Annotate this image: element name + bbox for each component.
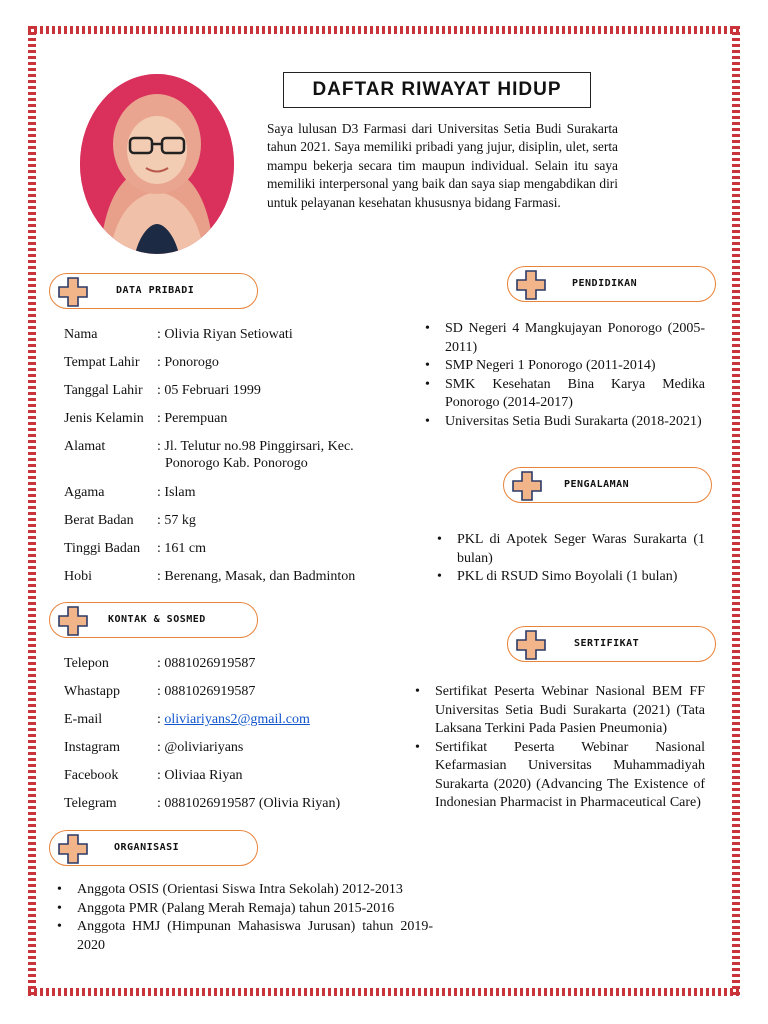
page-border-top [28,26,740,34]
page-border-bottom [28,988,740,996]
info-row [64,383,394,411]
info-value: : Perempuan [157,411,228,426]
info-value: : Ponorogo [157,355,219,370]
email-link[interactable]: oliviariyans2@gmail.com [164,712,310,727]
section-label: SERTIFIKAT [574,638,640,649]
contact-label: Telepon [64,656,109,671]
list-item: • Sertifikat Peserta Webinar Nasional Kefarmasian Universitas Muhammadiyah Surakarta (2020) (Advancing The Existence of Indonesian Pharmacist in Pharmaceutical Care) [407,739,705,813]
contact-label: Whastapp [64,684,120,699]
plus-icon [512,471,542,501]
contact-row [64,684,394,712]
info-label: Alamat [64,439,106,454]
plus-icon [58,277,88,307]
info-row [64,355,394,383]
info-row [64,541,394,569]
contact-row [64,740,394,768]
intro-paragraph: Saya lulusan D3 Farmasi dari Universitas Setia Budi Surakarta tahun 2021. Saya memiliki pribadi yang jujur, disiplin, ulet, serta mampu bekerja secara tim maupun individual. Selain itu saya memiliki interpersonal yang baik dan saya siap mengabdikan diri untuk pelayanan kesehatan khususnya bidang Farmasi. [267,121,618,210]
contact-label: Telegram [64,796,117,811]
info-row [64,569,394,597]
page-border-right [732,26,740,996]
section-label: ORGANISASI [114,842,180,853]
contact-colon: : [157,712,165,727]
list-item: • Universitas Setia Budi Surakarta (2018-2021) [417,413,705,432]
contact-label: E-mail [64,712,103,727]
info-row [64,485,394,513]
info-value: : 161 cm [157,541,206,556]
section-kontak [49,602,258,638]
info-label: Jenis Kelamin [64,411,144,426]
contact-value [157,712,394,740]
info-label: Agama [64,485,105,500]
contact-label: Facebook [64,768,119,783]
list-item: • SD Negeri 4 Mangkujayan Ponorogo (2005-2011) [417,320,705,357]
address-line-2: Ponorogo Kab. Ponorogo [165,456,308,471]
list-item: • Anggota PMR (Palang Merah Remaja) tahun 2015-2016 [49,900,433,919]
section-sertifikat [507,626,716,662]
list-item: • PKL di RSUD Simo Boyolali (1 bulan) [429,568,705,587]
profile-photo [80,74,234,254]
personal-info-table [64,327,394,597]
contact-row [64,712,394,740]
section-pengalaman [503,467,712,503]
plus-icon [58,606,88,636]
list-item: • Sertifikat Peserta Webinar Nasional BEM FF Universitas Setia Budi Surakarta (2021) (Tata Laksana Terkini Pada Pasien Pneumonia) [407,683,705,739]
info-value: : Islam [157,485,196,500]
experience-list [429,531,705,587]
info-value: : Berenang, Masak, dan Badminton [157,569,356,584]
info-label: Hobi [64,569,92,584]
contact-row [64,656,394,684]
info-row [64,439,394,485]
section-pendidikan [507,266,716,302]
education-list [417,320,705,431]
info-row [64,327,394,355]
info-row [64,513,394,541]
page-border-left [28,26,36,996]
contact-value: : 0881026919587 [157,656,256,671]
contact-row [64,796,394,824]
section-data-pribadi [49,273,258,309]
contact-row [64,768,394,796]
info-row [64,411,394,439]
plus-icon [516,630,546,660]
list-item: • Anggota OSIS (Orientasi Siswa Intra Sekolah) 2012-2013 [49,881,433,900]
section-organisasi [49,830,258,866]
section-label: PENGALAMAN [564,479,630,490]
contact-table [64,656,394,824]
contact-value: : 0881026919587 (Olivia Riyan) [157,796,341,811]
list-item: • SMP Negeri 1 Ponorogo (2011-2014) [417,357,705,376]
plus-icon [58,834,88,864]
info-value [157,439,394,485]
info-label: Tinggi Badan [64,541,141,556]
contact-value: : 0881026919587 [157,684,256,699]
info-value: : Olivia Riyan Setiowati [157,327,293,342]
list-item: • PKL di Apotek Seger Waras Surakarta (1 bulan) [429,531,705,568]
info-label: Berat Badan [64,513,134,528]
certificate-list [407,683,705,813]
info-value: : 57 kg [157,513,196,528]
info-label: Tempat Lahir [64,355,140,370]
plus-icon [516,270,546,300]
info-label: Nama [64,327,98,342]
list-item: • SMK Kesehatan Bina Karya Medika Ponorogo (2014-2017) [417,376,705,413]
section-label: PENDIDIKAN [572,278,638,289]
contact-label: Instagram [64,740,120,755]
page-title: DAFTAR RIWAYAT HIDUP [283,72,591,108]
section-label: DATA PRIBADI [116,285,195,296]
info-value: : 05 Februari 1999 [157,383,261,398]
list-item: • Anggota HMJ (Himpunan Mahasiswa Jurusan) tahun 2019-2020 [49,918,433,955]
organization-list [49,881,433,955]
contact-value: : Oliviaa Riyan [157,768,243,783]
section-label: KONTAK & SOSMED [108,614,206,625]
contact-value: : @oliviariyans [157,740,244,755]
info-label: Tanggal Lahir [64,383,143,398]
address-line-1: : Jl. Telutur no.98 Pinggirsari, Kec. [157,439,354,454]
